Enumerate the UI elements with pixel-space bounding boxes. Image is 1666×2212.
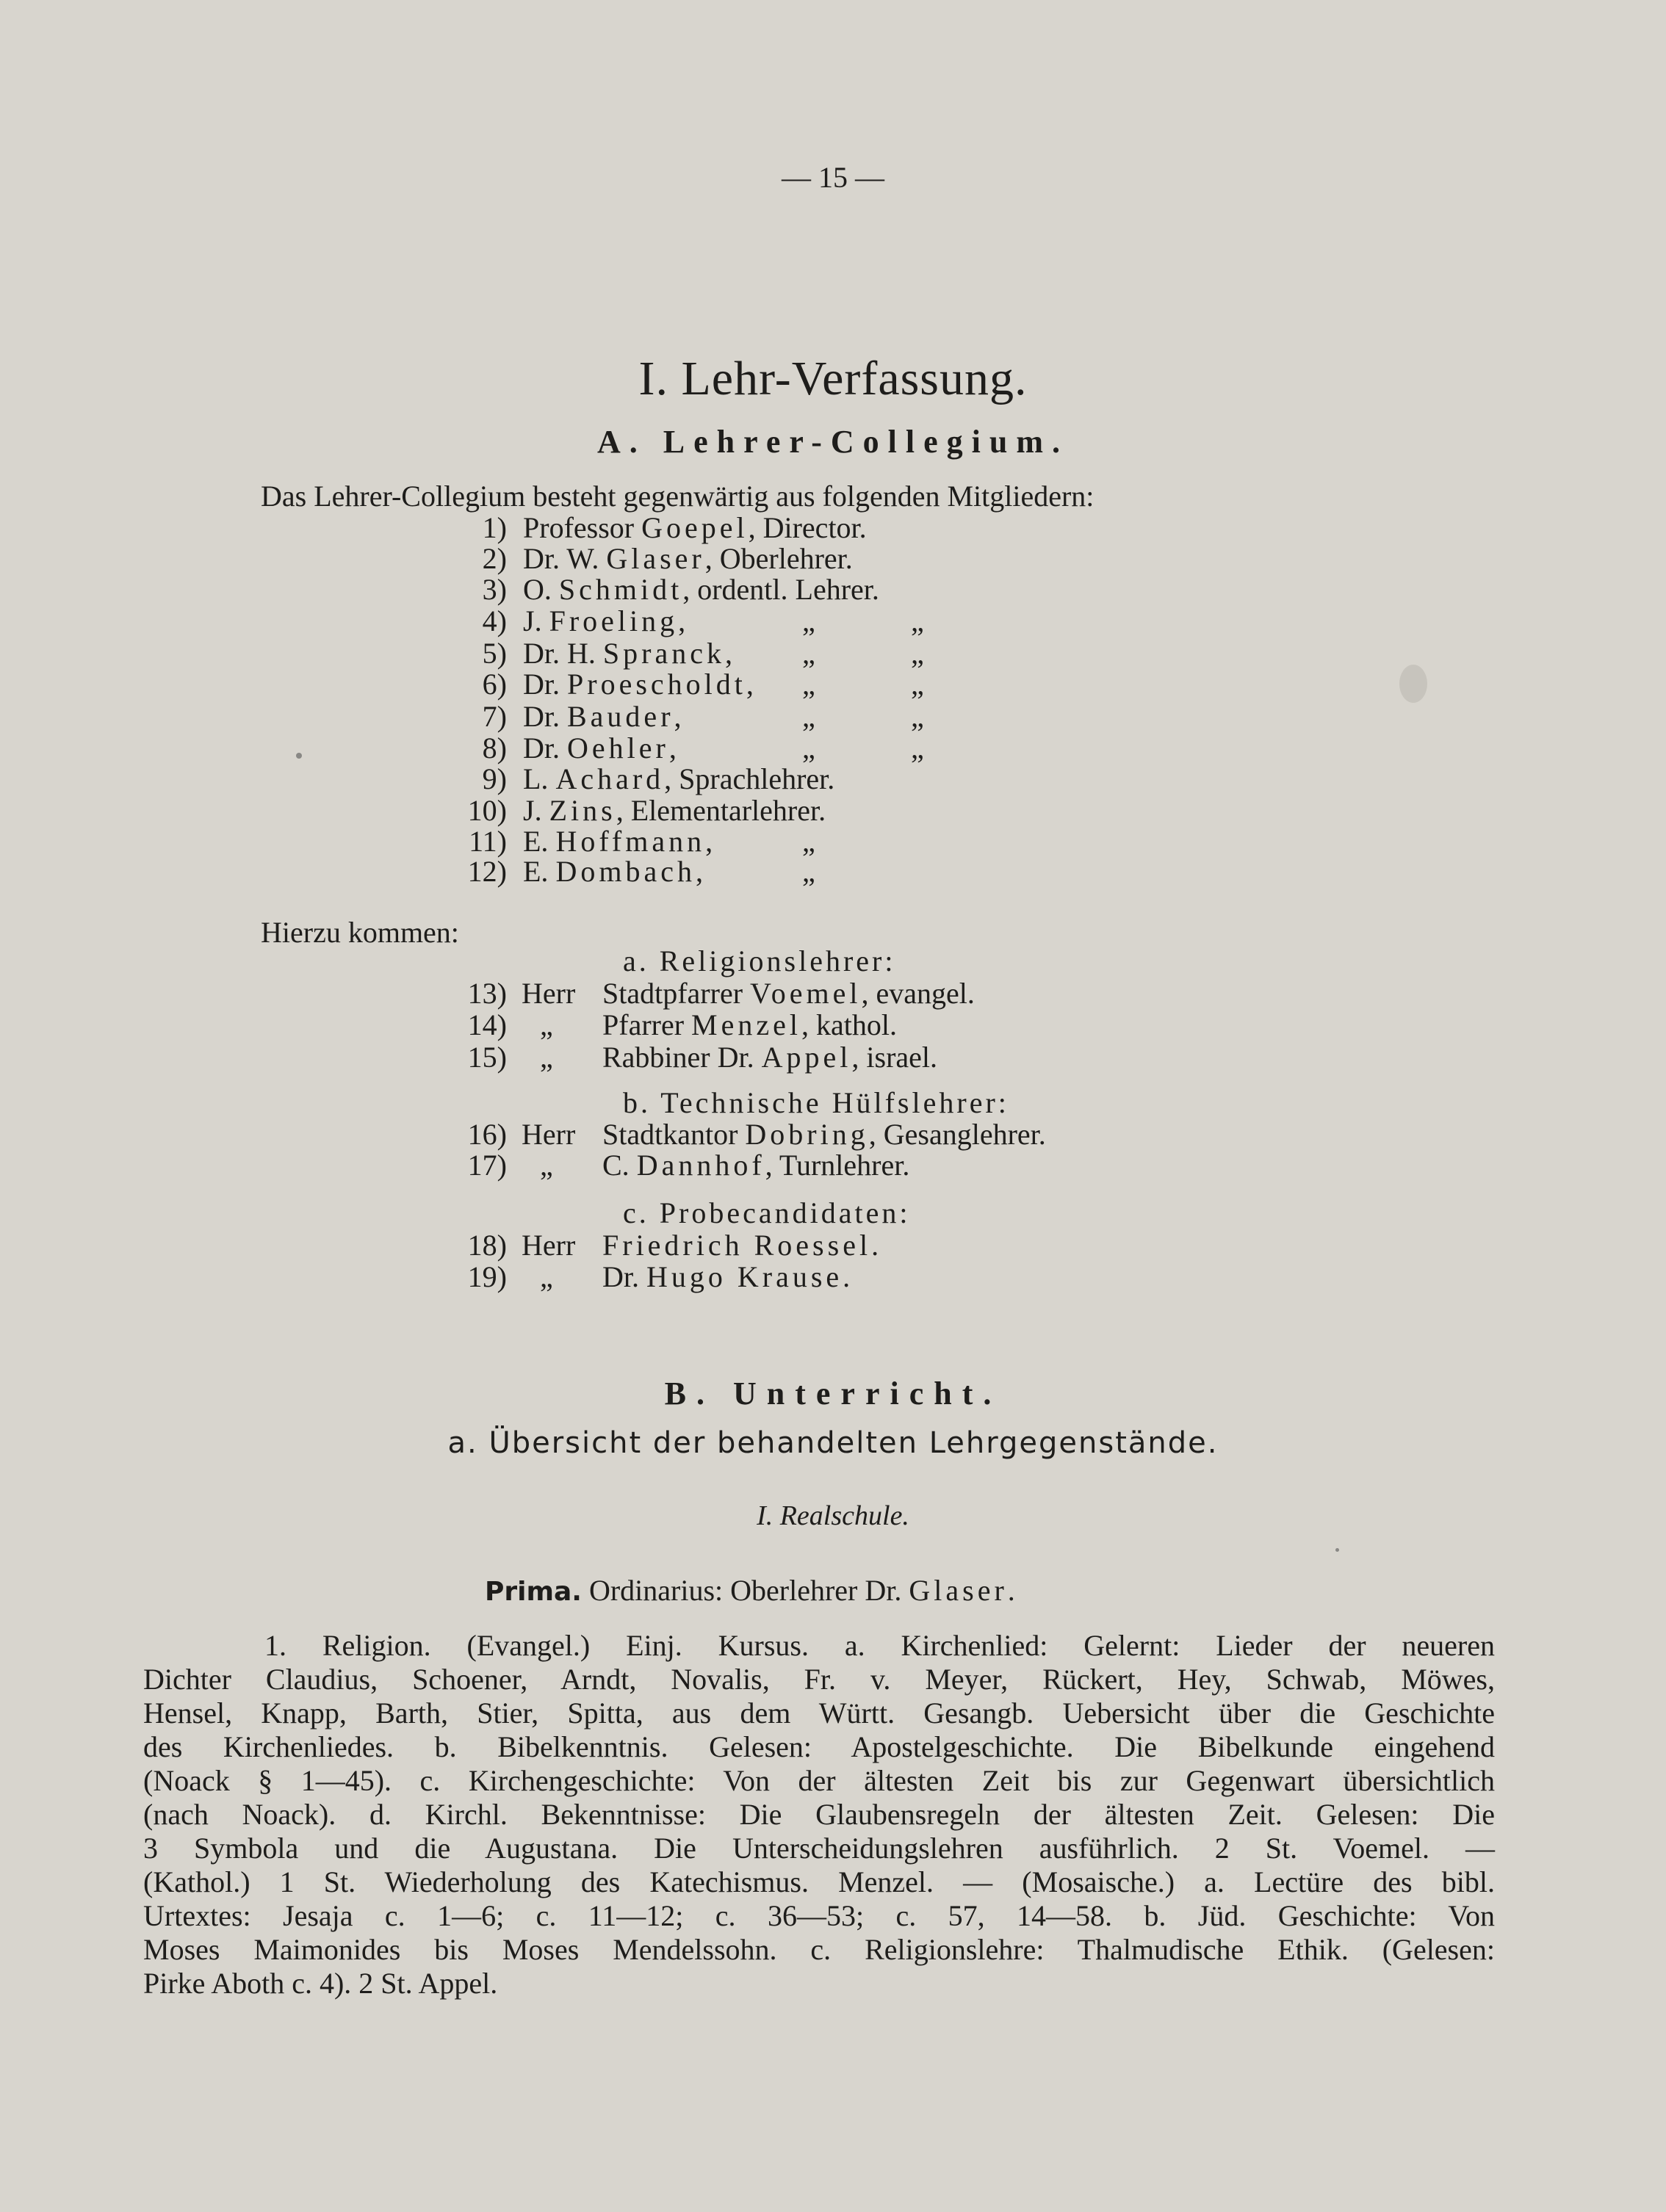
member-title: J. [523,604,542,637]
member-number: 11) [469,825,507,858]
member-name: Goepel [641,511,749,544]
ditto-mark: „ [911,731,924,765]
teacher-name: Appel [761,1041,852,1074]
member-role: , [746,668,754,701]
teacher-prefix: „ [540,1260,553,1293]
teacher-role: , Turnlehrer. [765,1149,910,1182]
teacher-name: Hugo Krause [646,1260,843,1293]
group-heading: b. Technische Hülfslehrer: [623,1086,1009,1119]
paragraph-line: Dichter Claudius, Schoener, Arndt, Novalis, Fr. v. Meyer, Rückert, Hey, Schwab, Möwes, [143,1663,1495,1696]
ditto-mark: „ [802,668,815,701]
paragraph-line: des Kirchenliedes. b. Bibelkenntnis. Gelesen: Apostelgeschichte. Die Bibelkunde eingehend [143,1730,1495,1763]
teacher-number: 18) [467,1229,507,1262]
member-name: Zins [549,794,616,827]
member-number: 8) [482,731,507,765]
ditto-mark: „ [911,637,924,670]
member-title: Dr. H. [523,637,596,670]
collegium-intro: Das Lehrer-Collegium besteht gegenwärtig aus folgenden Mitgliedern: [261,480,1095,513]
member-number: 1) [482,511,507,544]
member-title: Dr. W. [523,542,599,575]
teacher-prefix: „ [540,1008,553,1041]
religion-paragraph [143,1629,1495,2000]
member-role: , [678,604,686,637]
ditto-mark: „ [911,700,924,733]
teacher-name: Dobring [745,1118,869,1151]
member-role: , [695,855,703,888]
teacher-number: 17) [467,1149,507,1182]
member-name: Glaser [606,542,705,575]
paragraph-line: 1. Religion. (Evangel.) Einj. Kursus. a. Kirchenlied: Gelernt: Lieder der neueren [264,1629,1495,1662]
member-number: 4) [482,604,507,637]
member-name: Oehler [567,731,669,765]
ditto-mark: „ [802,825,815,858]
ditto-mark: „ [802,604,815,637]
member-title: Dr. [523,668,560,701]
ditto-mark: „ [802,855,815,888]
member-name: Spranck [602,637,725,670]
teacher-role: . [843,1260,851,1293]
member-number: 5) [482,637,507,670]
member-number: 6) [482,668,507,701]
scan-speck [1335,1548,1339,1552]
member-role: , Oberlehrer. [704,542,853,575]
member-role: , [705,825,713,858]
member-role: , [674,700,682,733]
paragraph-line: (Noack § 1—45). c. Kirchengeschichte: Von der ältesten Zeit bis zur Gegenwart übersichtlich [143,1764,1495,1797]
member-name: Hoffmann [555,825,706,858]
teacher-title: Stadtpfarrer [602,977,743,1010]
teacher-title: Pfarrer [602,1008,685,1041]
teacher-number: 16) [467,1118,507,1151]
member-title: L. [523,762,549,795]
ditto-mark: „ [802,700,815,733]
teacher-prefix: Herr [522,1118,576,1151]
teacher-name: Menzel [691,1008,801,1041]
prima-text: Ordinarius: Oberlehrer Dr. [588,1574,902,1607]
school-heading: I. Realschule. [757,1500,909,1531]
teacher-prefix: „ [540,1041,553,1074]
member-name: Dombach [555,855,696,888]
group-heading: a. Religionslehrer: [623,944,896,977]
scan-speck [1399,665,1427,703]
teacher-role: , israel. [851,1041,938,1074]
member-number: 12) [467,855,507,888]
teacher-role: , evangel. [861,977,975,1010]
teacher-title: Dr. [602,1260,639,1293]
teacher-number: 15) [467,1041,507,1074]
teacher-title: Rabbiner Dr. [602,1041,754,1074]
prima-label: Prima. [485,1577,582,1607]
teacher-name: Friedrich Roessel [602,1229,872,1262]
teacher-role: , kathol. [801,1008,897,1041]
prima-end: . [1007,1574,1015,1607]
prima-name: Glaser [909,1574,1008,1607]
member-number: 10) [467,794,507,827]
paragraph-line: (Kathol.) 1 St. Wiederholung des Katechismus. Menzel. — (Mosaische.) a. Lectüre des bibl. [143,1865,1495,1898]
member-role: , [668,731,677,765]
paragraph-line: (nach Noack). d. Kirchl. Bekenntnisse: Die Glaubensregeln der ältesten Zeit. Gelesen: Die [143,1798,1495,1831]
member-title: Professor [523,511,635,544]
member-title: O. [523,573,552,606]
section-a-heading: A. Lehrer-Collegium. [596,424,1070,460]
teacher-number: 13) [467,977,507,1010]
paragraph-line: Urtextes: Jesaja c. 1—6; c. 11—12; c. 36—53; c. 57, 14—58. b. Jüd. Geschichte: Von [143,1899,1495,1932]
teacher-number: 14) [467,1008,507,1041]
paragraph-line: Moses Maimonides bis Moses Mendelssohn. c. Religionslehre: Thalmudische Ethik. (Gelesen: [143,1933,1495,1966]
member-number: 2) [482,542,507,575]
page-title: I. Lehr-Verfassung. [638,352,1028,405]
subjects-overview-heading: a. Übersicht der behandelten Lehrgegenstände. [447,1426,1219,1460]
ditto-mark: „ [911,604,924,637]
member-name: Proescholdt [567,668,746,701]
teacher-prefix: „ [540,1149,553,1182]
member-number: 3) [482,573,507,606]
teacher-prefix: Herr [522,1229,576,1262]
member-title: J. [523,794,542,827]
member-role: , Director. [748,511,867,544]
member-name: Froeling [549,604,679,637]
member-title: E. [523,855,549,888]
paragraph-line: Hensel, Knapp, Barth, Stier, Spitta, aus dem Württ. Gesangb. Uebersicht über die Geschichte [143,1696,1495,1730]
teacher-number: 19) [467,1260,507,1293]
ditto-mark: „ [802,731,815,765]
hierzu-label: Hierzu kommen: [261,916,459,949]
member-number: 7) [482,700,507,733]
member-title: E. [523,825,549,858]
member-role: , [724,637,732,670]
teacher-name: Voemel [750,977,862,1010]
member-role: , Elementarlehrer. [616,794,826,827]
member-role: , Sprachlehrer. [664,762,835,795]
teacher-title: C. [602,1149,630,1182]
prima-line [485,1573,1015,1608]
member-number: 9) [482,762,507,795]
paragraph-line: Pirke Aboth c. 4). 2 St. Appel. [143,1967,498,2000]
member-title: Dr. [523,700,560,733]
page-number: — 15 — [782,161,884,194]
teacher-title: Stadtkantor [602,1118,738,1151]
ditto-mark: „ [911,668,924,701]
group-heading: c. Probecandidaten: [623,1196,911,1229]
section-b-heading: B. Unterricht. [664,1376,1002,1412]
teacher-role: , Gesanglehrer. [868,1118,1046,1151]
member-title: Dr. [523,731,560,765]
teacher-prefix: Herr [522,977,576,1010]
teacher-name: Dannhof [636,1149,765,1182]
member-role: , ordentl. Lehrer. [682,573,879,606]
member-name: Achard [555,762,665,795]
member-name: Schmidt [558,573,683,606]
paragraph-line: 3 Symbola und die Augustana. Die Unterscheidungslehren ausführlich. 2 St. Voemel. — [143,1832,1495,1865]
member-name: Bauder [567,700,674,733]
scan-speck [296,753,302,759]
teacher-role: . [871,1229,879,1262]
ditto-mark: „ [802,637,815,670]
